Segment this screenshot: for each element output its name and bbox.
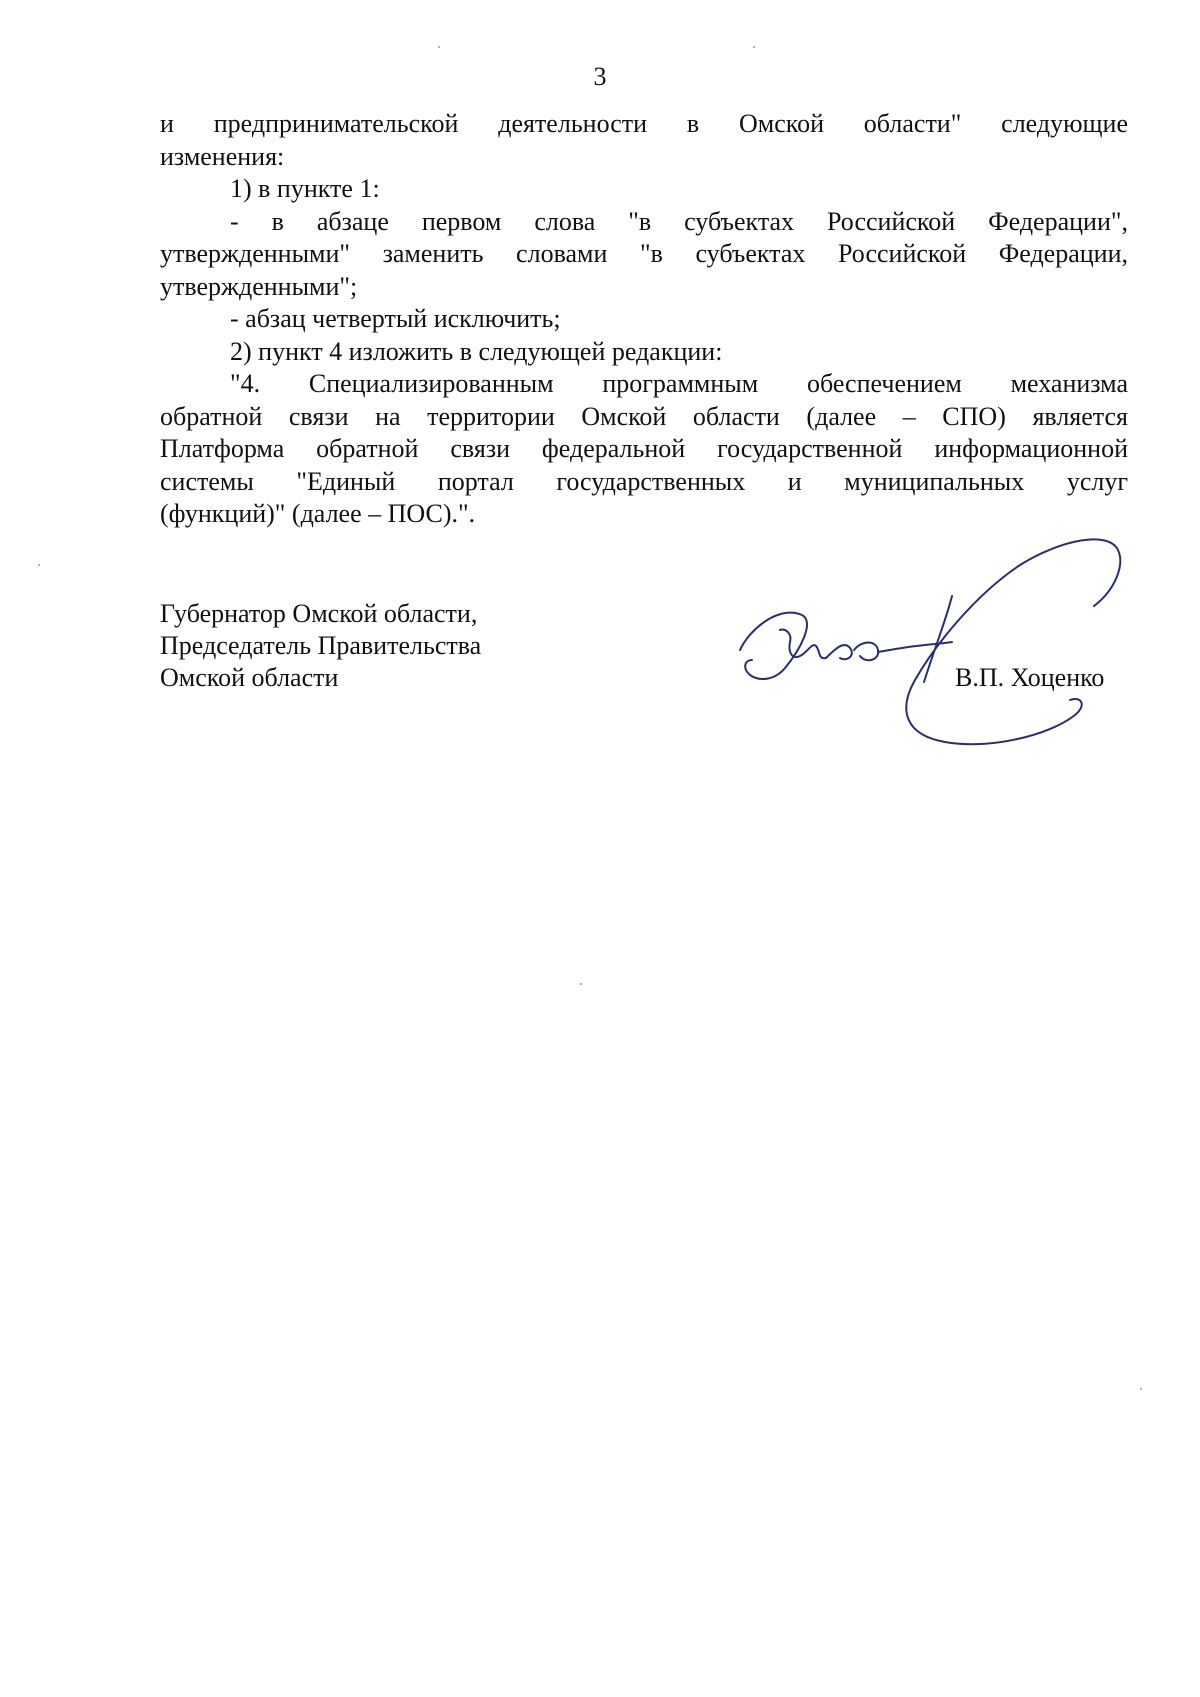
quoted-text-line: обратной связи на территории Омской области (далее – СПО) является (160, 401, 1128, 431)
amendment-item-1: 1) в пункте 1: (230, 174, 380, 203)
scan-speck (580, 983, 582, 985)
scan-speck (438, 46, 440, 48)
paragraph-intro-line: и предпринимательской деятельности в Омской области" следующие (160, 109, 1128, 138)
amendment-subitem-1-line: - в абзаце первом слова "в субъектах Российской Федерации", (230, 206, 1128, 236)
signatory-position-line: Губернатор Омской области, (160, 599, 478, 628)
handwritten-signature (720, 510, 1130, 750)
signatory-position-line: Председатель Правительства (160, 631, 482, 660)
amendment-subitem-1-line: утвержденными" заменить словами "в субъектах Российской Федерации, (160, 239, 1128, 268)
quoted-text-line: системы "Единый портал государственных и муниципальных услуг (160, 466, 1128, 496)
quoted-text-line: (функций)" (далее – ПОС).". (160, 499, 476, 528)
scan-speck (38, 564, 40, 566)
paragraph-intro-line: изменения: (160, 141, 285, 171)
signatory-position-line: Омской области (160, 663, 339, 692)
quoted-text-line: Платформа обратной связи федеральной государственной информационной (160, 434, 1128, 463)
page-number: 3 (593, 62, 607, 91)
signatory-position (160, 598, 481, 694)
amendment-subitem-1-line: утвержденными"; (160, 271, 358, 301)
scan-speck (1140, 1388, 1142, 1390)
quoted-text-line: "4. Специализированным программным обеспечением механизма (230, 369, 1128, 398)
amendment-item-2: 2) пункт 4 изложить в следующей редакции: (230, 336, 723, 366)
document-body (160, 108, 1128, 531)
signatory-name: В.П. Хоценко (955, 663, 1105, 692)
amendment-subitem-2: - абзац четвертый исключить; (230, 304, 561, 333)
scan-speck (753, 46, 755, 48)
